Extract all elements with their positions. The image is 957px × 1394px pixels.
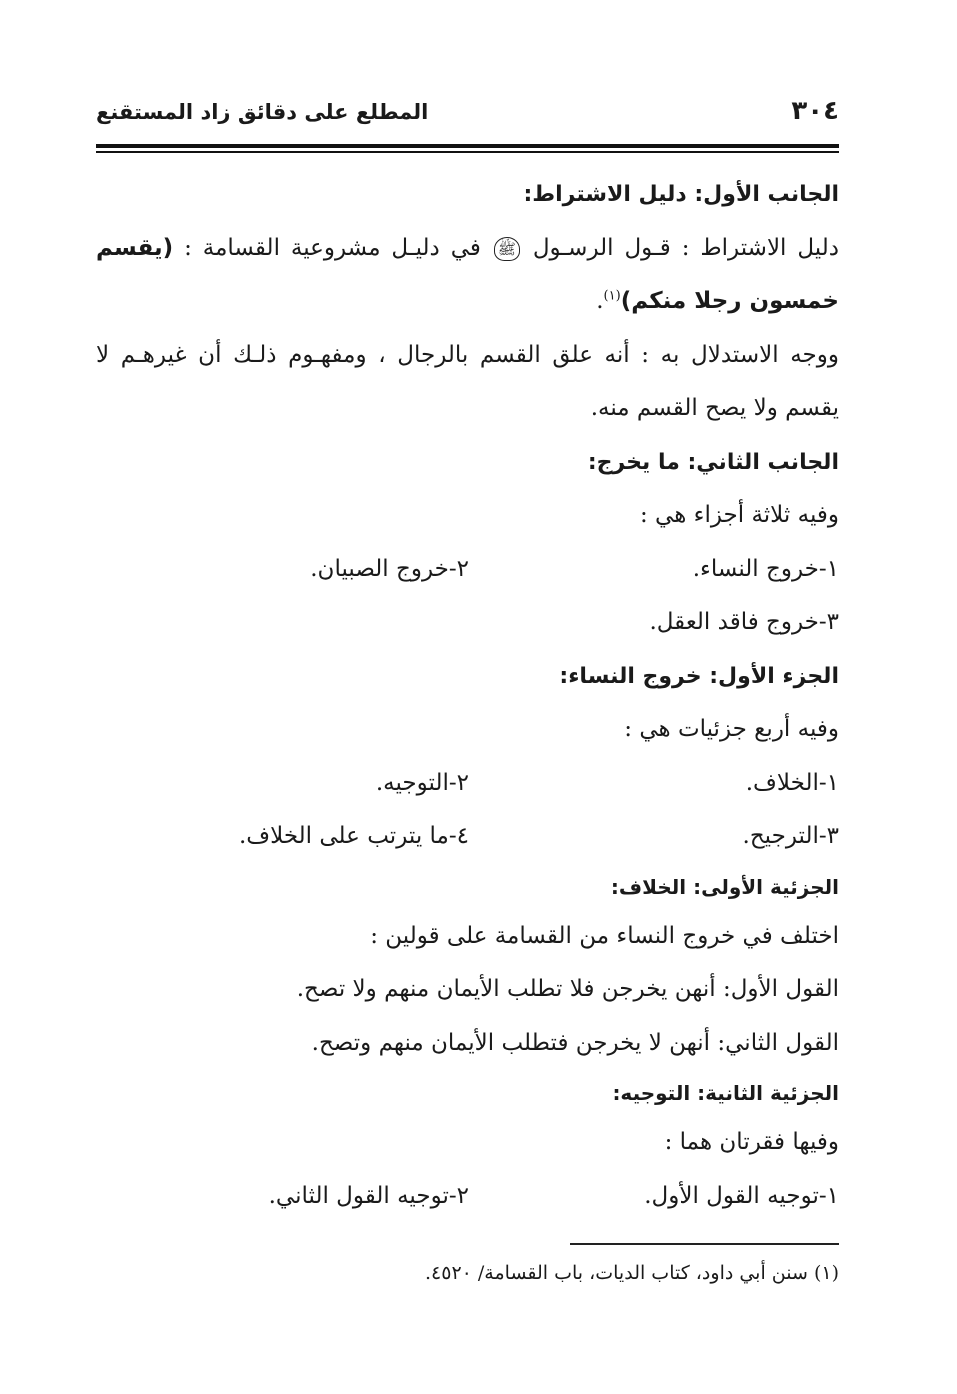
sentence-end: . (596, 288, 604, 314)
paragraph-second-opinion: القول الثاني: أنهن لا يخرجن فتطلب الأيمان منهم وتصح. (311, 1029, 839, 1056)
list-item: ٢-التوجيه. (375, 769, 469, 796)
list-item: ٤-ما يترتب على الخلاف. (238, 823, 469, 849)
footnote-separator (570, 1243, 839, 1245)
list-item: ٣-الترجيح. (742, 823, 839, 849)
footnote: (١) سنن أبي داود، كتاب الديات، باب القسامة/ ٤٥٢٠. (424, 1262, 839, 1284)
paragraph-inference-line-2: يقسم ولا يصح القسم منه. (590, 395, 839, 421)
paragraph-disagreement: اختلف في خروج النساء من القسامة على قولين : (370, 922, 839, 949)
footnote-reference: (١) (603, 288, 621, 304)
list-row-2 (96, 757, 839, 811)
page-body (96, 168, 839, 1223)
page-number: ٣٠٤ (791, 96, 839, 126)
list-item: ٢-توجيه القول الثاني. (268, 1182, 469, 1209)
hadith-quote-end: خمسون رجلا منكم) (620, 288, 839, 314)
heading-subpart-one: الجزئية الأولى: الخلاف: (610, 874, 839, 899)
list-row-3 (96, 810, 839, 864)
hadith-quote-start: (يقسم (96, 234, 174, 261)
evidence-text-b: في دليـل مشروعية القسامة : (184, 234, 481, 261)
heading-second-aspect: الجانب الثاني: ما يخرج: (587, 449, 839, 475)
list-row-4 (96, 1170, 839, 1224)
list-item: ١-توجيه القول الأول. (644, 1182, 839, 1209)
header-rule-thick (96, 144, 839, 148)
paragraph-evidence-line-2 (96, 275, 839, 329)
paragraph-four-subparts: وفيه أربع جزئيات هي : (624, 716, 839, 742)
heading-subpart-two: الجزئية الثانية: التوجيه: (612, 1081, 839, 1105)
paragraph-evidence-line-1 (96, 222, 839, 276)
list-item: ١-الخلاف. (745, 769, 839, 796)
page-header (96, 96, 839, 140)
list-item: ١-خروج النساء. (692, 555, 839, 582)
list-row-1 (96, 543, 839, 597)
heading-part-one: الجزء الأول: خروج النساء: (559, 663, 839, 689)
paragraph-two-sections: وفيها فقرتان هما : (664, 1129, 839, 1155)
header-rule-thin (96, 151, 839, 153)
paragraph-inference-line-1: ووجه الاستدلال به : أنه علق القسم بالرجال ، ومفهـوم ذلـك أن غيرهـم لا (96, 341, 839, 368)
list-item: ٣-خروج فاقد العقل. (649, 609, 839, 635)
evidence-text-a: دليل الاشتراط : قـول الرسـول (532, 234, 839, 261)
paragraph-first-opinion: القول الأول: أنهن يخرجن فلا تطلب الأيمان منهم ولا تصح. (296, 976, 839, 1002)
list-item: ٢-خروج الصبيان. (310, 555, 469, 582)
heading-first-aspect: الجانب الأول: دليل الاشتراط: (523, 182, 839, 207)
salla-ligature: ﷺ (494, 237, 520, 261)
running-title: المطلع على دقائق زاد المستقنع (96, 100, 429, 124)
paragraph-three-parts: وفيه ثلاثة أجزاء هي : (639, 502, 839, 528)
